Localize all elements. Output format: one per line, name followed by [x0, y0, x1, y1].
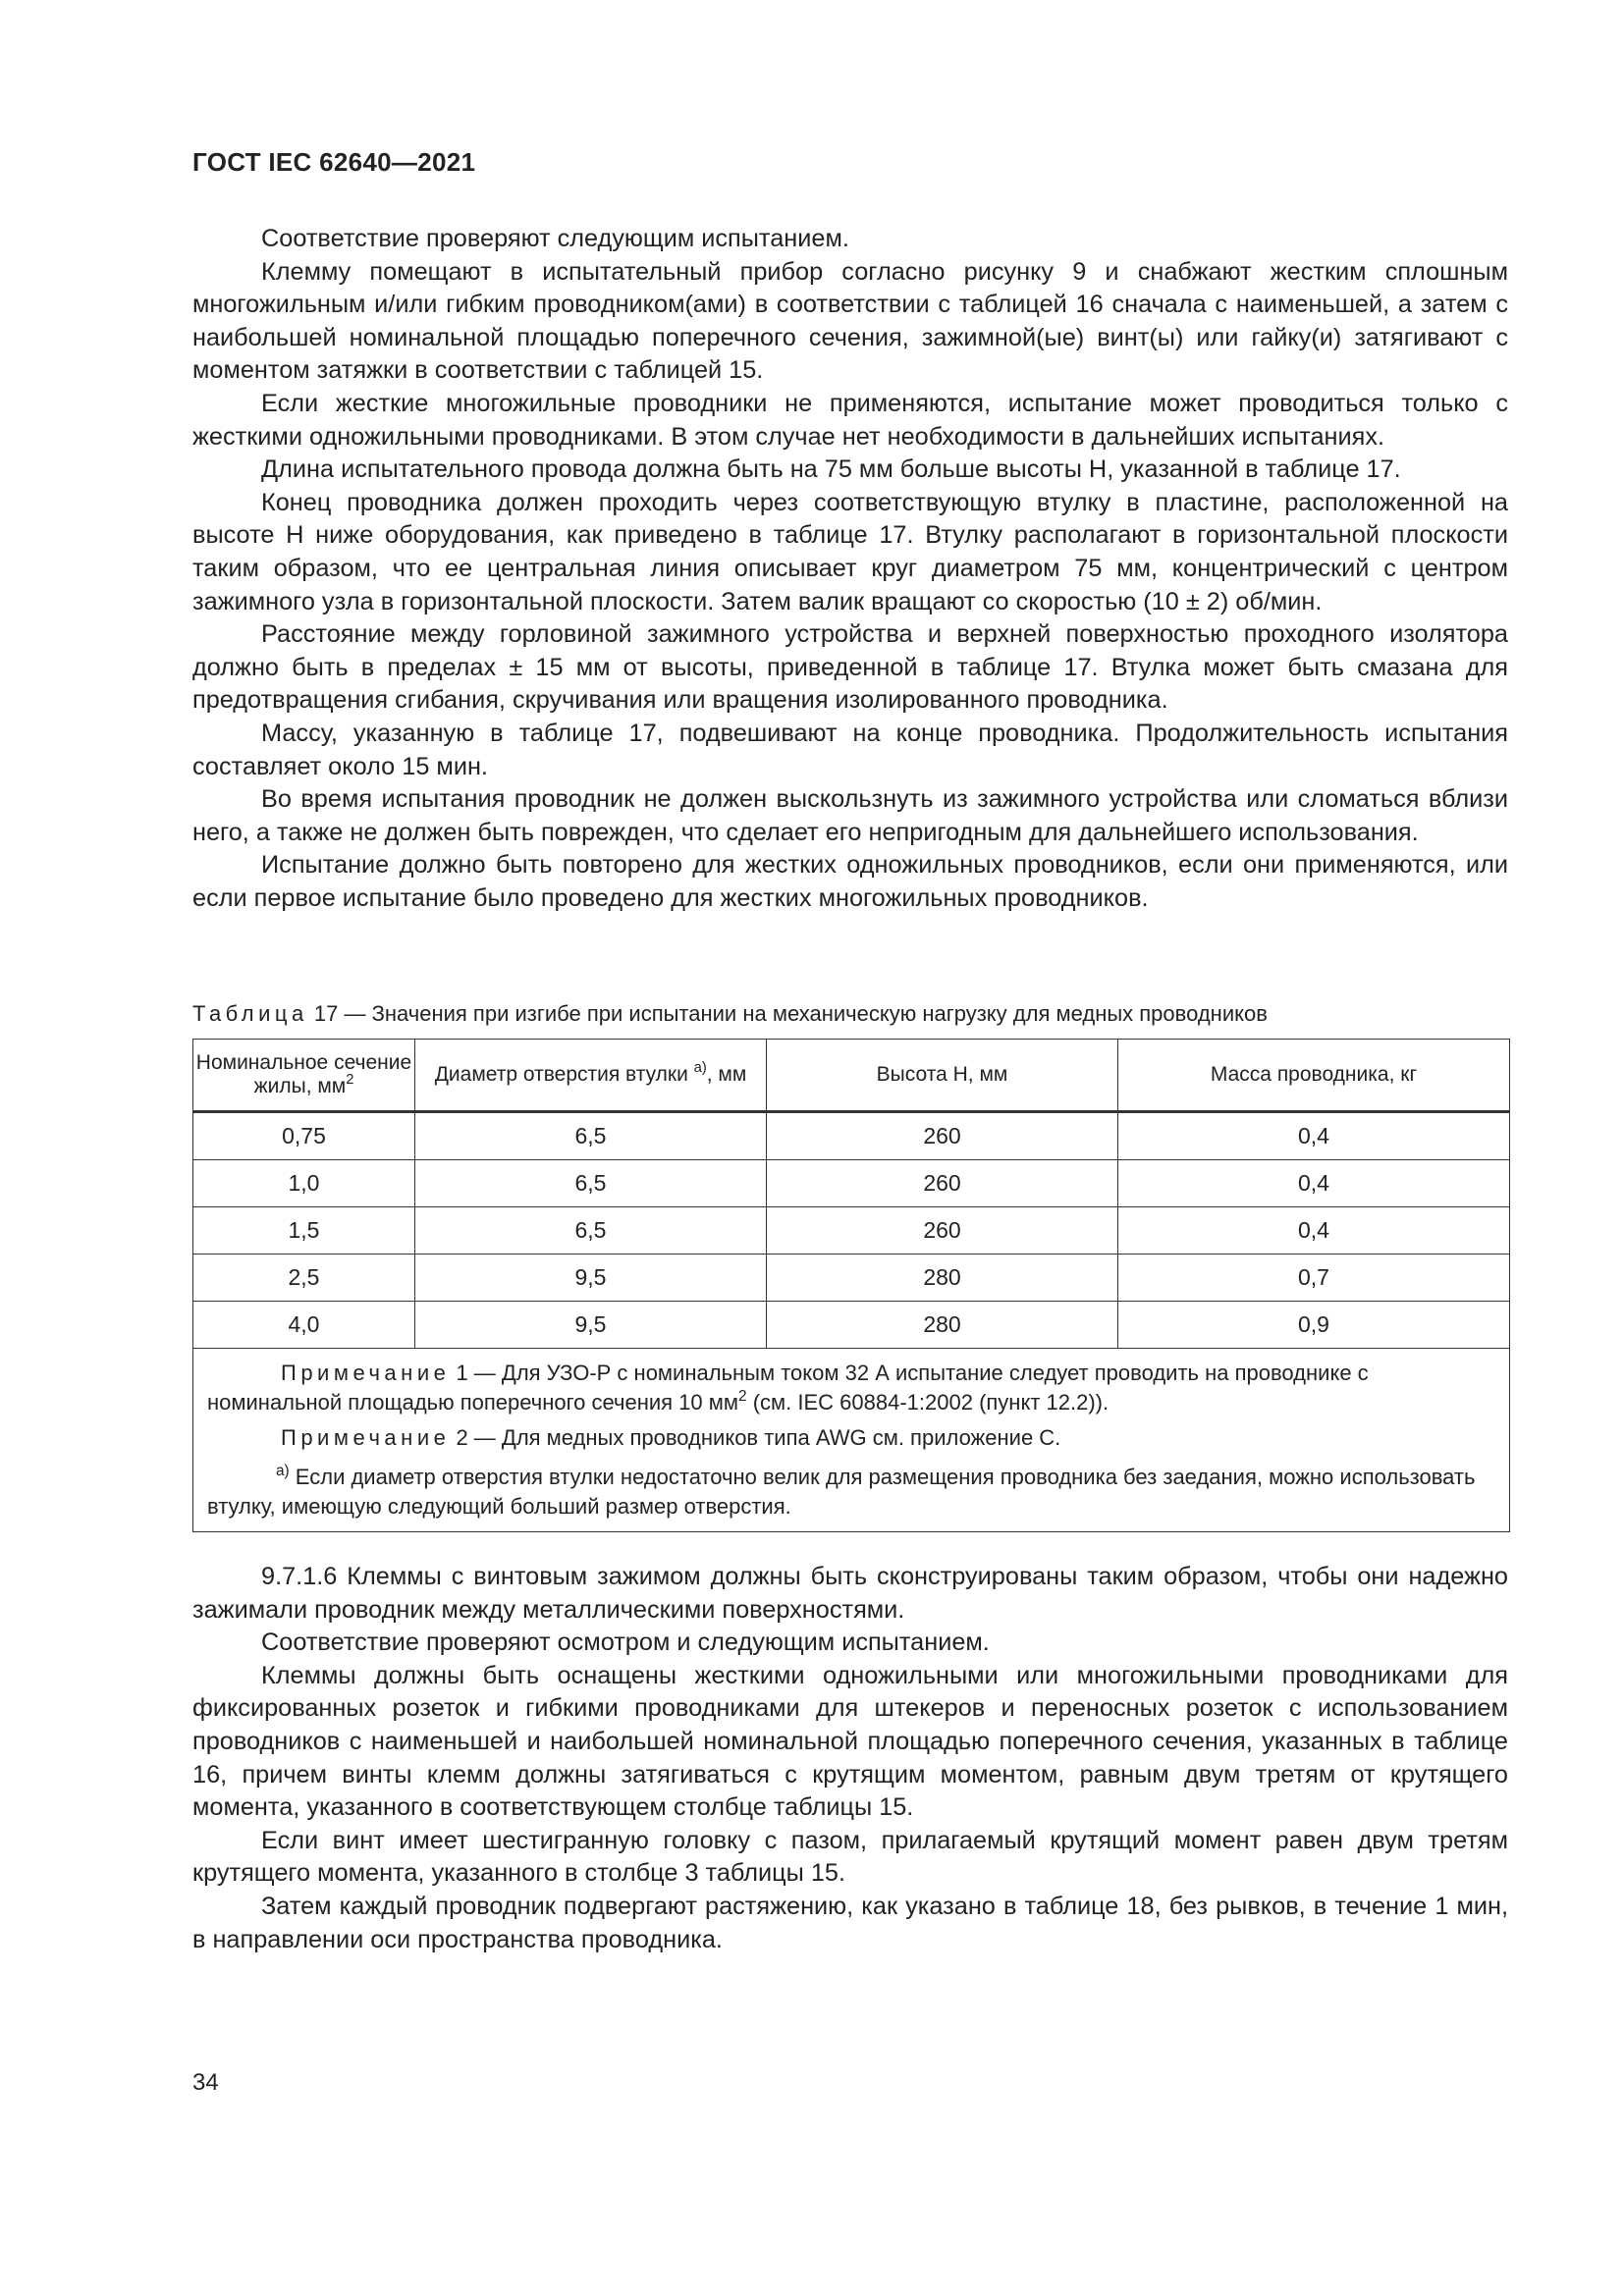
table-cell: 0,4: [1118, 1112, 1510, 1160]
table-17: [192, 1039, 1510, 1532]
paragraph: Клеммы должны быть оснащены жесткими одножильными или многожильными проводниками для фиксированных розеток и гибкими проводниками для штекеров и переносных розеток с использованием проводников с наименьшей и наибольшей номинальной площадью поперечного сечения, указанных в таблице 16, причем винты клемм должны затягиваться с крутящим моментом, равным двум третям от крутящего момента, указанного в соответствующем столбце таблицы 15.: [192, 1661, 1508, 1822]
table-cell: 1,5: [193, 1207, 415, 1255]
column-header-height: Высота H, мм: [767, 1040, 1118, 1112]
document-header: ГОСТ IEC 62640—2021: [192, 147, 476, 177]
table-cell: 280: [767, 1255, 1118, 1302]
table-cell: 2,5: [193, 1255, 415, 1302]
paragraph: Массу, указанную в таблице 17, подвешивают на конце проводника. Продолжительность испытания составляет около 15 мин.: [192, 719, 1508, 780]
table-caption-text: 17 — Значения при изгибе при испытании на механическую нагрузку для медных проводников: [307, 1001, 1268, 1026]
column-header-mass: Масса проводника, кг: [1118, 1040, 1510, 1112]
table-note-2: Примечание 2 — Для медных проводников типа AWG см. приложение С.: [281, 1425, 1061, 1450]
table-row: [193, 1207, 1510, 1255]
paragraph: Если винт имеет шестигранную головку с пазом, прилагаемый крутящий момент равен двум третям крутящего момента, указанного в столбце 3 таблицы 15.: [192, 1826, 1508, 1888]
paragraph: Испытание должно быть повторено для жестких одножильных проводников, если они применяются, или если первое испытание было проведено для жестких многожильных проводников.: [192, 851, 1508, 912]
paragraph: 9.7.1.6 Клеммы с винтовым зажимом должны быть сконструированы таким образом, чтобы они надежно зажимали проводник между металлическими поверхностями.: [192, 1563, 1508, 1624]
paragraph: Расстояние между горловиной зажимного устройства и верхней поверхностью проходного изолятора должно быть в пределах ± 15 мм от высоты, приведенной в таблице 17. Втулка может быть смазана для предотвращения сгибания, скручивания или вращения изолированного проводника.: [192, 620, 1508, 715]
paragraph: Соответствие проверяют следующим испытанием.: [261, 225, 849, 252]
table-cell: 1,0: [193, 1160, 415, 1207]
table-cell: 260: [767, 1112, 1118, 1160]
table-row: [193, 1255, 1510, 1302]
column-header-bushing-diameter: Диаметр отверстия втулки $^{а)}$, мм: [415, 1040, 767, 1112]
table-cell: 0,9: [1118, 1302, 1510, 1349]
table-cell: 6,5: [415, 1207, 767, 1255]
body-text-upper: [192, 223, 1508, 915]
table-cell: 0,4: [1118, 1207, 1510, 1255]
column-header-section: Номинальное сечение жилы, $мм^2$: [193, 1040, 415, 1112]
page-number: 34: [192, 2069, 219, 2096]
table-cell: 0,4: [1118, 1160, 1510, 1207]
table-footnote: $^{а)}$ Если диаметр отверстия втулки недостаточно велик для размещения проводника без заедания, можно использовать втулку, имеющую следующий больший размер отверстия.: [207, 1462, 1476, 1519]
paragraph: Соответствие проверяют осмотром и следующим испытанием.: [261, 1629, 990, 1657]
table-cell: 260: [767, 1160, 1118, 1207]
table-notes-row: [193, 1349, 1510, 1532]
table-cell: 9,5: [415, 1302, 767, 1349]
table-header-row: [193, 1040, 1510, 1112]
table-row: [193, 1302, 1510, 1349]
paragraph: Во время испытания проводник не должен выскользнуть из зажимного устройства или сломаться вблизи него, а также не должен быть поврежден, что сделает его непригодным для дальнейшего использования.: [192, 785, 1508, 846]
table-caption: [192, 999, 1508, 1029]
table-cell: 0,75: [193, 1112, 415, 1160]
paragraph: Если жесткие многожильные проводники не применяются, испытание может проводиться только с жесткими одножильными проводниками. В этом случае нет необходимости в дальнейших испытаниях.: [192, 389, 1508, 451]
table-cell: 260: [767, 1207, 1118, 1255]
table-cell: 6,5: [415, 1112, 767, 1160]
table-caption-label: Таблица: [192, 1001, 308, 1026]
table-note-1: Примечание 1 — Для УЗО-Р с номинальным током 32 А испытание следует проводить на проводнике с номинальной площадью поперечного сечения 10 $мм^2$ (см. IEC 60884-1:2002 (пункт 12.2)).: [207, 1361, 1369, 1415]
paragraph: Затем каждый проводник подвергают растяжению, как указано в таблице 18, без рывков, в течение 1 мин, в направлении оси пространства проводника.: [192, 1892, 1508, 1953]
table-cell: 6,5: [415, 1160, 767, 1207]
table-notes: [193, 1349, 1510, 1532]
paragraph: Длина испытательного провода должна быть на 75 мм больше высоты H, указанной в таблице 17.: [261, 455, 1401, 484]
table-row: [193, 1112, 1510, 1160]
table-cell: 280: [767, 1302, 1118, 1349]
body-text-lower: [192, 1561, 1508, 1956]
paragraph: Клемму помещают в испытательный прибор согласно рисунку 9 и снабжают жестким сплошным многожильным и/или гибким проводником(ами) в соответствии с таблицей 16 сначала с наименьшей, а затем с наибольшей номинальной площадью поперечного сечения, зажимной(ые) винт(ы) или гайку(и) затягивают с моментом затяжки в соответствии с таблицей 15.: [192, 257, 1508, 385]
paragraph: Конец проводника должен проходить через соответствующую втулку в пластине, расположенной на высоте H ниже оборудования, как приведено в таблице 17. Втулку располагают в горизонтальной плоскости таким образом, что ее центральная линия описывает круг диаметром 75 мм, концентрический с центром зажимного узла в горизонтальной плоскости. Затем валик вращают со скоростью (10 ± 2) об/мин.: [192, 488, 1508, 615]
table-cell: 0,7: [1118, 1255, 1510, 1302]
table-cell: 9,5: [415, 1255, 767, 1302]
table-row: [193, 1160, 1510, 1207]
table-cell: 4,0: [193, 1302, 415, 1349]
